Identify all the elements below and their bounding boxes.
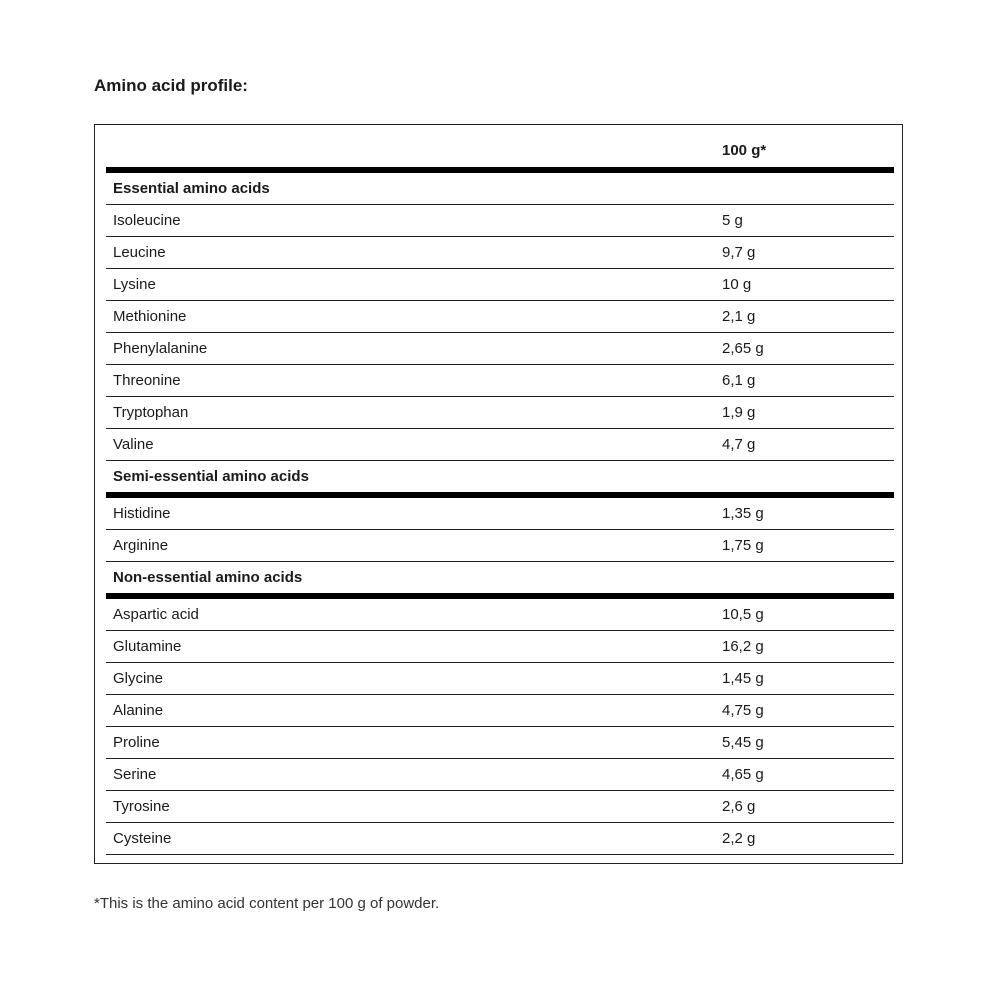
table-row [106, 365, 894, 397]
header-value-cell: 100 g* [722, 142, 767, 159]
amino-acid-name: Leucine [113, 244, 166, 261]
table-row [106, 663, 894, 695]
table-row [106, 631, 894, 663]
table-header-row [106, 134, 894, 173]
section-label: Essential amino acids [113, 180, 270, 197]
amino-acid-name: Tryptophan [113, 404, 189, 421]
table-row [106, 791, 894, 823]
table-row [106, 269, 894, 301]
table-row [106, 397, 894, 429]
amino-acid-value: 4,7 g [722, 436, 756, 453]
amino-acid-name: Phenylalanine [113, 340, 208, 357]
section-heading-non-essential [106, 562, 894, 599]
section-heading-semi-essential [106, 461, 894, 498]
amino-acid-value: 9,7 g [722, 244, 756, 261]
table-row [106, 301, 894, 333]
amino-acid-name: Histidine [113, 505, 171, 522]
amino-acid-value: 2,2 g [722, 830, 756, 847]
table-row [106, 429, 894, 461]
amino-acid-name: Methionine [113, 308, 187, 325]
section-label: Non-essential amino acids [113, 569, 303, 586]
amino-acid-name: Aspartic acid [113, 606, 199, 623]
amino-acid-name: Lysine [113, 276, 156, 293]
amino-acid-name: Proline [113, 734, 160, 751]
amino-acid-name: Valine [113, 436, 154, 453]
table-row [106, 599, 894, 631]
amino-acid-value: 2,6 g [722, 798, 756, 815]
amino-acid-value: 10,5 g [722, 606, 764, 623]
amino-acid-name: Cysteine [113, 830, 172, 847]
amino-acid-table-body [106, 134, 894, 855]
section-label: Semi-essential amino acids [113, 468, 309, 485]
amino-acid-table [94, 124, 903, 864]
amino-acid-name: Tyrosine [113, 798, 170, 815]
amino-acid-value: 4,65 g [722, 766, 764, 783]
amino-acid-name: Alanine [113, 702, 164, 719]
amino-acid-name: Glycine [113, 670, 164, 687]
amino-acid-name: Threonine [113, 372, 181, 389]
table-row [106, 695, 894, 727]
amino-acid-value: 16,2 g [722, 638, 764, 655]
amino-acid-name: Glutamine [113, 638, 182, 655]
amino-acid-value: 1,35 g [722, 505, 764, 522]
amino-acid-value: 2,65 g [722, 340, 764, 357]
table-row [106, 333, 894, 365]
section-heading-essential [106, 173, 894, 205]
table-row [106, 727, 894, 759]
amino-acid-value: 6,1 g [722, 372, 756, 389]
table-row [106, 530, 894, 562]
amino-acid-name: Isoleucine [113, 212, 181, 229]
amino-acid-value: 10 g [722, 276, 752, 293]
amino-acid-value: 4,75 g [722, 702, 764, 719]
amino-acid-value: 1,9 g [722, 404, 756, 421]
amino-acid-value: 5,45 g [722, 734, 764, 751]
amino-acid-value: 1,75 g [722, 537, 764, 554]
amino-acid-value: 2,1 g [722, 308, 756, 325]
amino-acid-value: 1,45 g [722, 670, 764, 687]
footnote: *This is the amino acid content per 100 g of powder. [94, 895, 440, 912]
table-row [106, 205, 894, 237]
amino-acid-name: Arginine [113, 537, 169, 554]
table-row [106, 237, 894, 269]
amino-acid-name: Serine [113, 766, 157, 783]
page-title: Amino acid profile: [94, 76, 248, 95]
table-row [106, 498, 894, 530]
amino-acid-value: 5 g [722, 212, 743, 229]
table-row [106, 759, 894, 791]
table-row [106, 823, 894, 855]
